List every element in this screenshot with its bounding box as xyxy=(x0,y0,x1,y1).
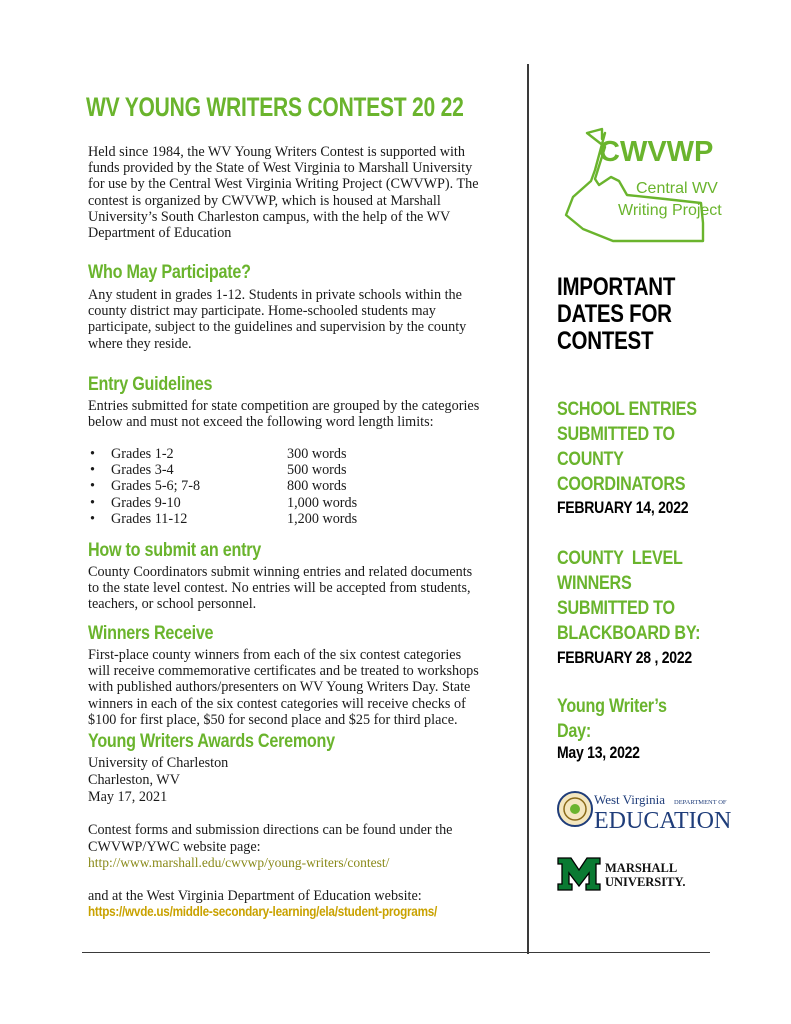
how-to-submit-heading: How to submit an entry xyxy=(88,540,261,561)
grade-level: Grades 5-6; 7-8 xyxy=(111,478,201,495)
marshall-line1: MARSHALL xyxy=(605,861,678,875)
school-entries-line: COORDINATORS xyxy=(557,474,686,495)
word-limit: 1,200 words xyxy=(287,510,358,527)
list-item xyxy=(90,446,357,462)
grade-level: Grades 1-2 xyxy=(111,446,174,462)
contest-forms-text: Contest forms and submission directions can be found under the CWVWP/YWC website page: xyxy=(88,822,453,855)
venue-name: University of Charleston xyxy=(88,755,229,771)
column-divider xyxy=(527,64,529,954)
cwvwp-line2: Writing Project xyxy=(618,202,722,219)
page-title: WV YOUNG WRITERS CONTEST 20 22 xyxy=(86,92,464,122)
bullet-icon: • xyxy=(90,494,95,511)
word-limit: 1,000 words xyxy=(287,494,358,511)
entry-guidelines-text: Entries submitted for state competition are grouped by the categories below and must not exceed the following word length limits: xyxy=(88,398,480,431)
school-entries-line: COUNTY xyxy=(557,449,624,470)
writers-day-heading xyxy=(557,694,667,744)
word-limit: 300 words xyxy=(287,446,347,462)
county-level-line: WINNERS xyxy=(557,573,632,594)
important-line: CONTEST xyxy=(557,327,654,355)
entry-guidelines-heading: Entry Guidelines xyxy=(88,374,213,395)
county-level-line: BLACKBOARD BY: xyxy=(557,623,701,644)
word-limit: 500 words xyxy=(287,462,347,479)
awards-ceremony-heading: Young Writers Awards Ceremony xyxy=(88,731,335,752)
cwvwp-abbr: CWVWP xyxy=(599,136,714,168)
winners-receive-text: First-place county winners from each of the six contest categories will receive commemorative certificates and be treated to workshops with published authors/presenters on WV Young Writers Day. State winners in each of the six contest categories will receive checks of $100 for first place, $50 for second place and $25 for third place. xyxy=(88,647,479,728)
wvde-website-text: and at the West Virginia Department of Education website: xyxy=(88,888,422,904)
word-limit: 800 words xyxy=(287,478,347,495)
grade-level: Grades 9-10 xyxy=(111,494,181,511)
list-item xyxy=(90,478,357,494)
winners-receive-heading: Winners Receive xyxy=(88,623,214,644)
wvde-logo xyxy=(557,783,732,835)
important-line: DATES FOR xyxy=(557,300,672,328)
wvde-line2: EDUCATION xyxy=(594,808,732,834)
marshall-contest-link[interactable]: http://www.marshall.edu/cwvwp/young-writers/contest/ xyxy=(88,855,390,870)
grade-level: Grades 11-12 xyxy=(111,510,188,527)
grade-level: Grades 3-4 xyxy=(111,462,174,479)
cwvwp-line1: Central WV xyxy=(636,180,718,197)
bullet-icon: • xyxy=(90,446,95,462)
wvde-student-programs-link[interactable]: https://wvde.us/middle-secondary-learning/ela/student-programs/ xyxy=(88,904,438,919)
county-level-line: COUNTY LEVEL xyxy=(557,548,683,569)
intro-paragraph: Held since 1984, the WV Young Writers Contest is supported with funds provided by the State of West Virginia to Marshall University for use by the Central West Virginia Writing Project (CWVWP). The contest is organized by CWVWP, which is housed at Marshall University’s South Charleston campus, with the help of the WV Department of Education xyxy=(88,144,479,242)
list-item xyxy=(90,462,357,478)
how-to-submit-text: County Coordinators submit winning entries and related documents to the state level contest. No entries will be accepted from students, teachers, or school personnel. xyxy=(88,564,473,613)
footer-rule xyxy=(82,952,710,953)
school-entries-line: SUBMITTED TO xyxy=(557,424,675,445)
county-level-heading xyxy=(557,546,700,646)
important-line: IMPORTANT xyxy=(557,273,676,301)
county-level-line: SUBMITTED TO xyxy=(557,598,675,619)
school-entries-date: FEBRUARY 14, 2022 xyxy=(557,499,689,517)
school-entries-line: SCHOOL ENTRIES xyxy=(557,399,697,420)
venue-city: Charleston, WV xyxy=(88,772,180,788)
ceremony-date: May 17, 2021 xyxy=(88,789,168,805)
bullet-icon: • xyxy=(90,462,95,479)
writers-day-date: May 13, 2022 xyxy=(557,744,640,762)
important-dates-heading xyxy=(557,274,675,355)
grade-word-limits-list xyxy=(90,446,357,527)
marshall-line2: UNIVERSITY. xyxy=(605,875,686,889)
awards-ceremony-details xyxy=(88,755,228,806)
list-item xyxy=(90,495,357,511)
wvde-dept: DEPARTMENT OF xyxy=(674,799,727,806)
cwvwp-logo xyxy=(557,125,722,243)
writers-day-line: Day: xyxy=(557,721,591,742)
who-may-participate-text: Any student in grades 1-12. Students in private schools within the county district may participate. Home-schooled students may participate, subject to the guidelines and supervision by the county where they reside. xyxy=(88,287,467,352)
bullet-icon: • xyxy=(90,478,95,495)
bullet-icon: • xyxy=(90,510,95,527)
marshall-logo xyxy=(557,856,707,892)
writers-day-line: Young Writer’s xyxy=(557,696,667,717)
wvde-line1: West Virginia xyxy=(594,792,665,807)
who-may-participate-heading: Who May Participate? xyxy=(88,262,251,283)
marshall-m-icon xyxy=(558,858,600,890)
list-item xyxy=(90,511,357,527)
county-level-date: FEBRUARY 28 , 2022 xyxy=(557,649,692,667)
school-entries-heading xyxy=(557,397,697,497)
